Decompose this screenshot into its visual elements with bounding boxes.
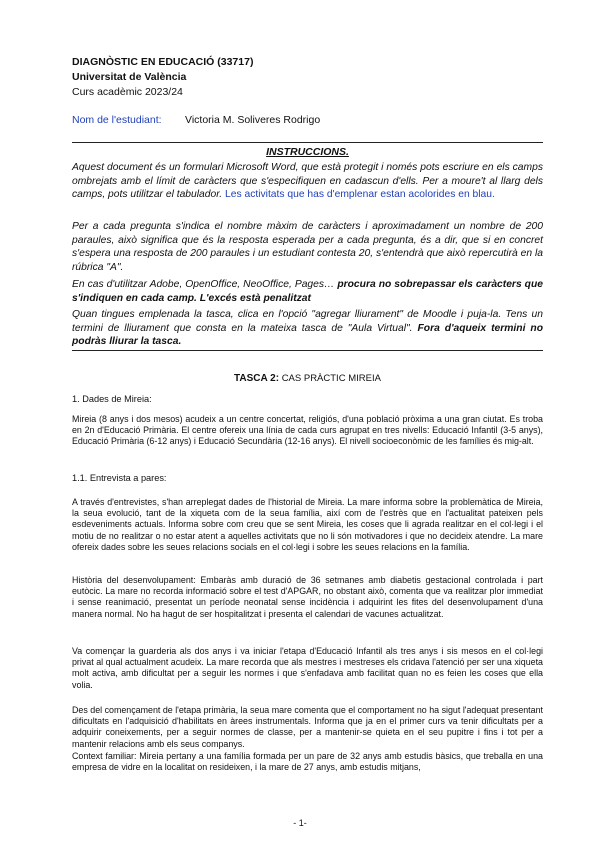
instructions-title: INSTRUCCIONS. [266, 146, 349, 158]
paragraph-development: Història del desenvolupament: Embaràs amb duració de 36 setmanes amb diabetis gestacional controlada i part eutòcic. La mare no recorda informació sobre el test d'APGAR, no obstant això, comenta que va realitzar plor immediat i sense reanimació, presentat un període neonatal sense incidència i adquirint les fites del desenvolupament d'una manera normal. No ha hagut de ser hospitalitzat i presenta el calendari de vacunes actualitzat. [72, 575, 543, 619]
instructions-p3-text: En cas d'utilitzar Adobe, OpenOffice, NeoOffice, Pages… [72, 279, 338, 290]
instructions-p1 [72, 161, 543, 202]
task-title: CAS PRÀCTIC MIREIA [281, 373, 381, 384]
section-1-1-title: 1.1. Entrevista a pares: [72, 473, 167, 483]
instructions-p4-bold: Fora d'aqueix termini no podràs lliurar la tasca. [72, 322, 543, 348]
instructions-p1-text: Aquest document és un formulari Microsoft Word, que està protegit i només pots escriure en els camps ombrejats amb el límit de caràcters que s'especifiquen en cadascun d'ells. Per a moure't al llarg dels camps, pots utilitzar el tabulador. [72, 162, 543, 201]
page-number: - 1- [293, 818, 307, 828]
instructions-p1-blue: Les activitats que has d'emplenar estan acolorides en blau. [225, 189, 495, 201]
instructions-p4 [72, 308, 543, 349]
university-name: Universitat de València [72, 71, 187, 83]
divider-bottom [72, 350, 543, 351]
divider-top [72, 142, 543, 143]
student-row [72, 114, 321, 126]
student-name-field[interactable]: Victoria M. Soliveres Rodrigo [185, 114, 321, 126]
section-1-text: Mireia (8 anys i dos mesos) acudeix a un centre concertat, religiós, d'una població pròxima a una gran ciutat. Es troba en 2n d'Educació Primària. El centre ofereix una línia de cada curs agrupat en tres nivells: Educació Infantil (3-5 anys), Educació Primària (6-12 anys) i Educació Secundària (12-16 anys). El nivell socioeconòmic de les famílies és mig-alt. [72, 414, 543, 447]
section-1-title: 1. Dades de Mireia: [72, 394, 152, 404]
course-title: DIAGNÒSTIC EN EDUCACIÓ (33717) [72, 56, 254, 68]
paragraph-family-context: Context familiar: Mireia pertany a una família formada per un pare de 32 anys amb estudis bàsics, que treballa en una empresa de vidre en la localitat on resideixen, i la mare de 27 anys, amb estudis mitjans, [72, 751, 543, 773]
academic-year: Curs acadèmic 2023/24 [72, 86, 183, 98]
paragraph-primary: Des del començament de l'etapa primària, la seua mare comenta que el comportament no ha sigut l'adequat presentant dificultats en l'adquisició d'habilitats en àrees instrumentals. Informa que ja en el primer curs va tenir dificultats per a adquirir coneixements, per a seguir normes de classe, per a mantenir-se quieta en el seu pupitre i fins i tot per a mantenir relacions amb els seus companys. [72, 705, 543, 749]
instructions-p4-text: Quan tingues emplenada la tasca, clica en l'opció "agregar lliurament" de Moodle i puja-la. Tens un termini de lliurament que consta en la mateixa tasca de "Aula Virtual". [72, 309, 543, 334]
student-label: Nom de l'estudiant: [72, 114, 162, 126]
paragraph-interviews: A través d'entrevistes, s'han arreplegat dades de l'historial de Mireia. La mare informa sobre la problemàtica de Mireia, la seua evolució, tant de la xiqueta com de la seua família, així com de l'estrès que en l'actualitat pateixen pels esdeveniments actuals. Informa sobre com creu que se sent Mireia, les coses que li agrada realitzar en el col·legi i el motiu de no realitzar o no estar atent a aquelles activitats que no li són motivadores i que no decideix atendre. La mare ofereix dades sobre les seues relacions socials en el col·legi i sobre les seues relacions en la família. [72, 497, 543, 552]
paragraph-nursery: Va començar la guarderia als dos anys i va iniciar l'etapa d'Educació Infantil als tres anys i sis mesos en el col·legi privat al qual actualment acudeix. La mare recorda que als mestres i mestreses els cridava l'atenció per ser una xiqueta molt activa, amb dificultat per a seguir les normes i que s'enfadava amb facilitat quan no es feien les coses que ella volia. [72, 646, 543, 690]
task-label: TASCA 2: [234, 373, 280, 384]
task-heading [72, 373, 543, 384]
instructions-p3 [72, 278, 543, 305]
instructions-p2: Per a cada pregunta s'indica el nombre màxim de caràcters i aproximadament un nombre de 200 paraules, això significa que és la resposta esperada per a cada pregunta, és a dir, que si en concret s'espera una resposta de 200 paraules i un estudiant contesta 20, s'entendrà que això repercutirà en la rúbrica "A". [72, 221, 543, 273]
document-header [72, 55, 253, 100]
instructions-p3-bold: procura no sobrepassar els caràcters que s'indiquen en cada camp. L'excés està penalitzat [72, 279, 543, 304]
